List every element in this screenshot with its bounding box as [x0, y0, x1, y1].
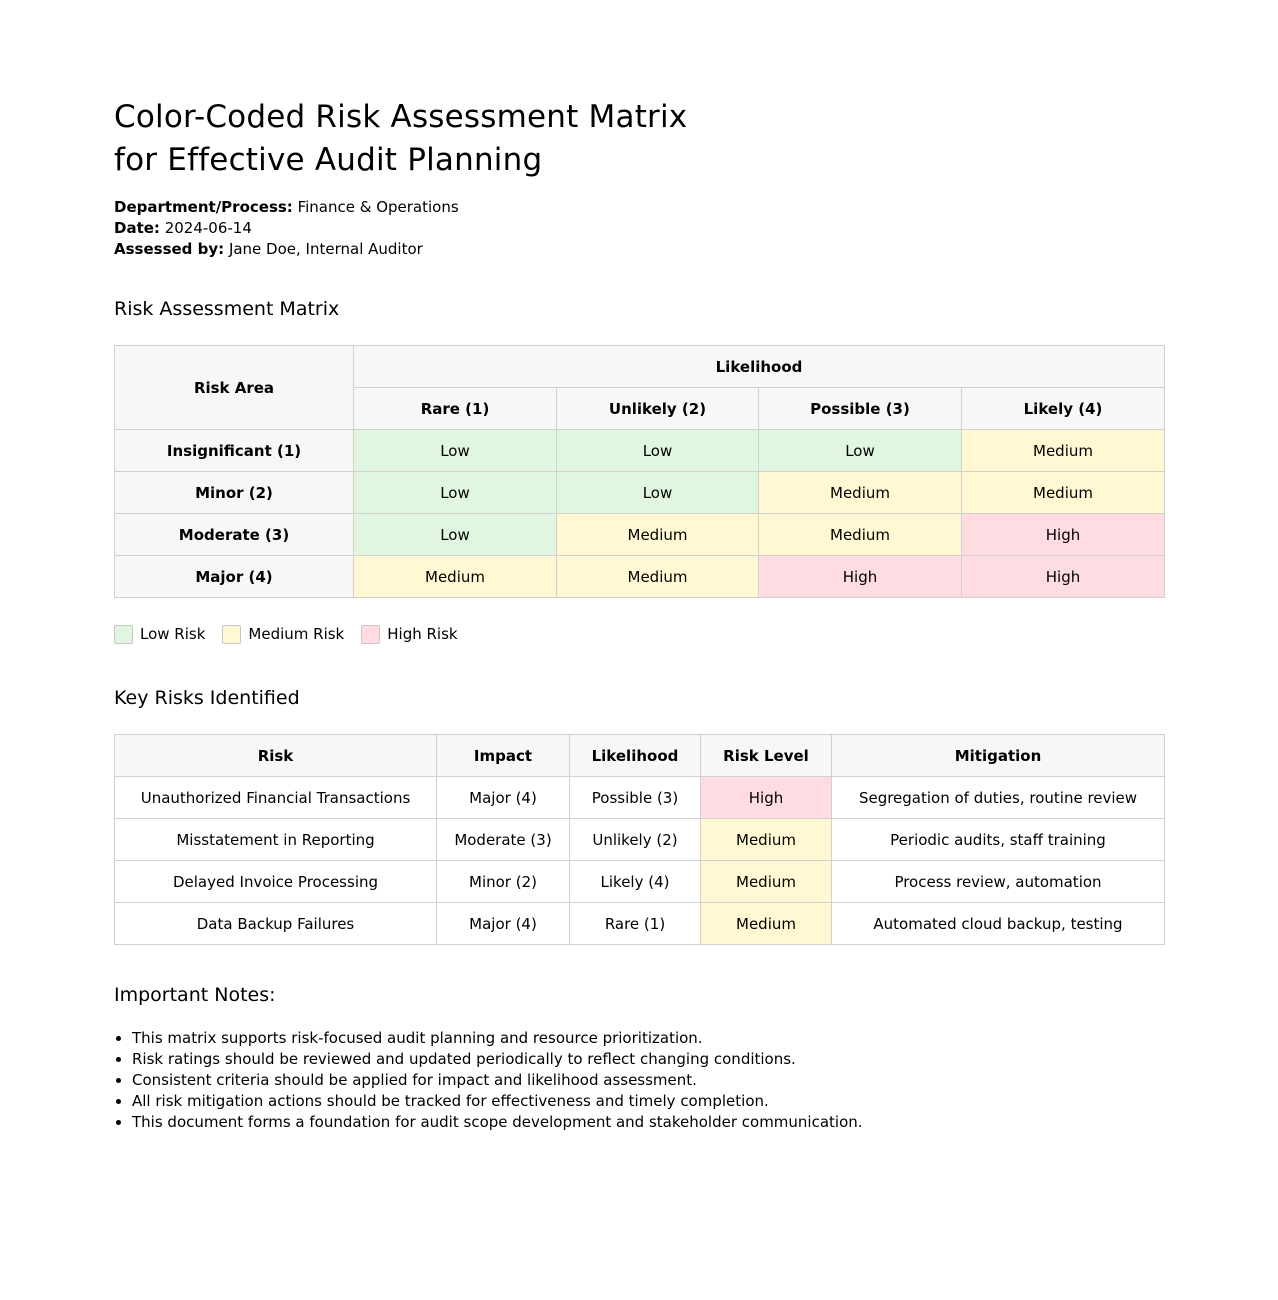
key-risk-mitigation-cell: Process review, automation [832, 861, 1165, 903]
key-risks-column-header: Likelihood [570, 735, 701, 777]
document-page [114, 0, 1164, 1133]
matrix-cell: Medium [759, 514, 962, 556]
key-risk-impact-cell: Major (4) [437, 903, 570, 945]
risk-matrix-table [114, 345, 1165, 598]
document-meta [114, 197, 1164, 260]
key-risk-impact-cell: Major (4) [437, 777, 570, 819]
note-item: • This document forms a foundation for audit scope development and stakeholder communication. [132, 1112, 1164, 1133]
legend-item [114, 625, 205, 644]
matrix-column-header: Unlikely (2) [557, 388, 759, 430]
matrix-cell: Medium [962, 472, 1165, 514]
title-line-2: for Effective Audit Planning [114, 142, 543, 178]
matrix-heading: Risk Assessment Matrix [114, 298, 340, 320]
legend-label: High Risk [387, 625, 458, 643]
legend-swatch [361, 625, 380, 644]
matrix-row [115, 556, 1165, 598]
key-risk-risk-cell: Delayed Invoice Processing [115, 861, 437, 903]
matrix-row-header: Moderate (3) [115, 514, 354, 556]
key-risks-column-header: Impact [437, 735, 570, 777]
key-risk-level-cell: High [701, 777, 832, 819]
key-risk-impact-cell: Moderate (3) [437, 819, 570, 861]
key-risks-column-header: Risk [115, 735, 437, 777]
matrix-cell: High [962, 514, 1165, 556]
notes-heading: Important Notes: [114, 984, 276, 1006]
note-item: • Consistent criteria should be applied for impact and likelihood assessment. [132, 1070, 1164, 1091]
key-risk-level-cell: Medium [701, 819, 832, 861]
key-risk-mitigation-cell: Segregation of duties, routine review [832, 777, 1165, 819]
key-risk-row [115, 861, 1165, 903]
matrix-row-header: Insignificant (1) [115, 430, 354, 472]
matrix-row [115, 472, 1165, 514]
matrix-row [115, 514, 1165, 556]
key-risk-impact-cell: Minor (2) [437, 861, 570, 903]
matrix-column-header: Likely (4) [962, 388, 1165, 430]
matrix-row [115, 430, 1165, 472]
key-risks-heading: Key Risks Identified [114, 687, 300, 709]
note-item: • All risk mitigation actions should be tracked for effectiveness and timely completion. [132, 1091, 1164, 1112]
meta-assessed-label: Assessed by: [114, 240, 225, 258]
meta-department [114, 197, 1164, 218]
matrix-cell: Low [759, 430, 962, 472]
meta-date-label: Date: [114, 219, 160, 237]
meta-date-value: 2024-06-14 [164, 219, 252, 237]
meta-department-value: Finance & Operations [297, 198, 459, 216]
key-risk-likelihood-cell: Possible (3) [570, 777, 701, 819]
matrix-corner-header: Risk Area [115, 346, 354, 430]
matrix-column-header: Rare (1) [354, 388, 557, 430]
key-risk-likelihood-cell: Unlikely (2) [570, 819, 701, 861]
key-risk-risk-cell: Data Backup Failures [115, 903, 437, 945]
key-risk-risk-cell: Misstatement in Reporting [115, 819, 437, 861]
key-risks-header-row [115, 735, 1165, 777]
legend-swatch [114, 625, 133, 644]
legend-label: Low Risk [140, 625, 206, 643]
matrix-cell: Medium [557, 514, 759, 556]
key-risk-row [115, 819, 1165, 861]
meta-assessed-value: Jane Doe, Internal Auditor [228, 240, 423, 258]
risk-legend [114, 623, 1164, 645]
meta-department-label: Department/Process: [114, 198, 293, 216]
key-risk-row [115, 903, 1165, 945]
key-risk-mitigation-cell: Periodic audits, staff training [832, 819, 1165, 861]
key-risks-column-header: Mitigation [832, 735, 1165, 777]
page-title [114, 96, 1164, 182]
legend-label: Medium Risk [248, 625, 345, 643]
note-item: • This matrix supports risk-focused audit planning and resource prioritization. [132, 1028, 1164, 1049]
matrix-column-header: Possible (3) [759, 388, 962, 430]
matrix-cell: Medium [354, 556, 557, 598]
matrix-cell: Medium [962, 430, 1165, 472]
legend-item [222, 625, 344, 644]
legend-swatch [222, 625, 241, 644]
matrix-cell: Low [557, 430, 759, 472]
key-risk-risk-cell: Unauthorized Financial Transactions [115, 777, 437, 819]
matrix-cell: Low [354, 430, 557, 472]
matrix-cell: Medium [557, 556, 759, 598]
meta-date [114, 218, 1164, 239]
matrix-cell: Low [354, 514, 557, 556]
key-risk-likelihood-cell: Rare (1) [570, 903, 701, 945]
matrix-row-header: Minor (2) [115, 472, 354, 514]
note-item: • Risk ratings should be reviewed and updated periodically to reflect changing conditions. [132, 1049, 1164, 1070]
legend-item [361, 625, 457, 644]
key-risks-body [115, 777, 1165, 945]
key-risk-level-cell: Medium [701, 903, 832, 945]
matrix-body [115, 430, 1165, 598]
key-risk-likelihood-cell: Likely (4) [570, 861, 701, 903]
matrix-cell: High [962, 556, 1165, 598]
notes-list [114, 1028, 1164, 1133]
meta-assessed-by [114, 239, 1164, 260]
matrix-cell: Low [557, 472, 759, 514]
key-risks-table [114, 734, 1165, 945]
matrix-row-header: Major (4) [115, 556, 354, 598]
title-line-1: Color-Coded Risk Assessment Matrix [114, 99, 688, 135]
key-risks-column-header: Risk Level [701, 735, 832, 777]
key-risk-row [115, 777, 1165, 819]
matrix-cell: Medium [759, 472, 962, 514]
matrix-likelihood-header: Likelihood [354, 346, 1165, 388]
key-risk-mitigation-cell: Automated cloud backup, testing [832, 903, 1165, 945]
matrix-cell: Low [354, 472, 557, 514]
matrix-cell: High [759, 556, 962, 598]
key-risk-level-cell: Medium [701, 861, 832, 903]
